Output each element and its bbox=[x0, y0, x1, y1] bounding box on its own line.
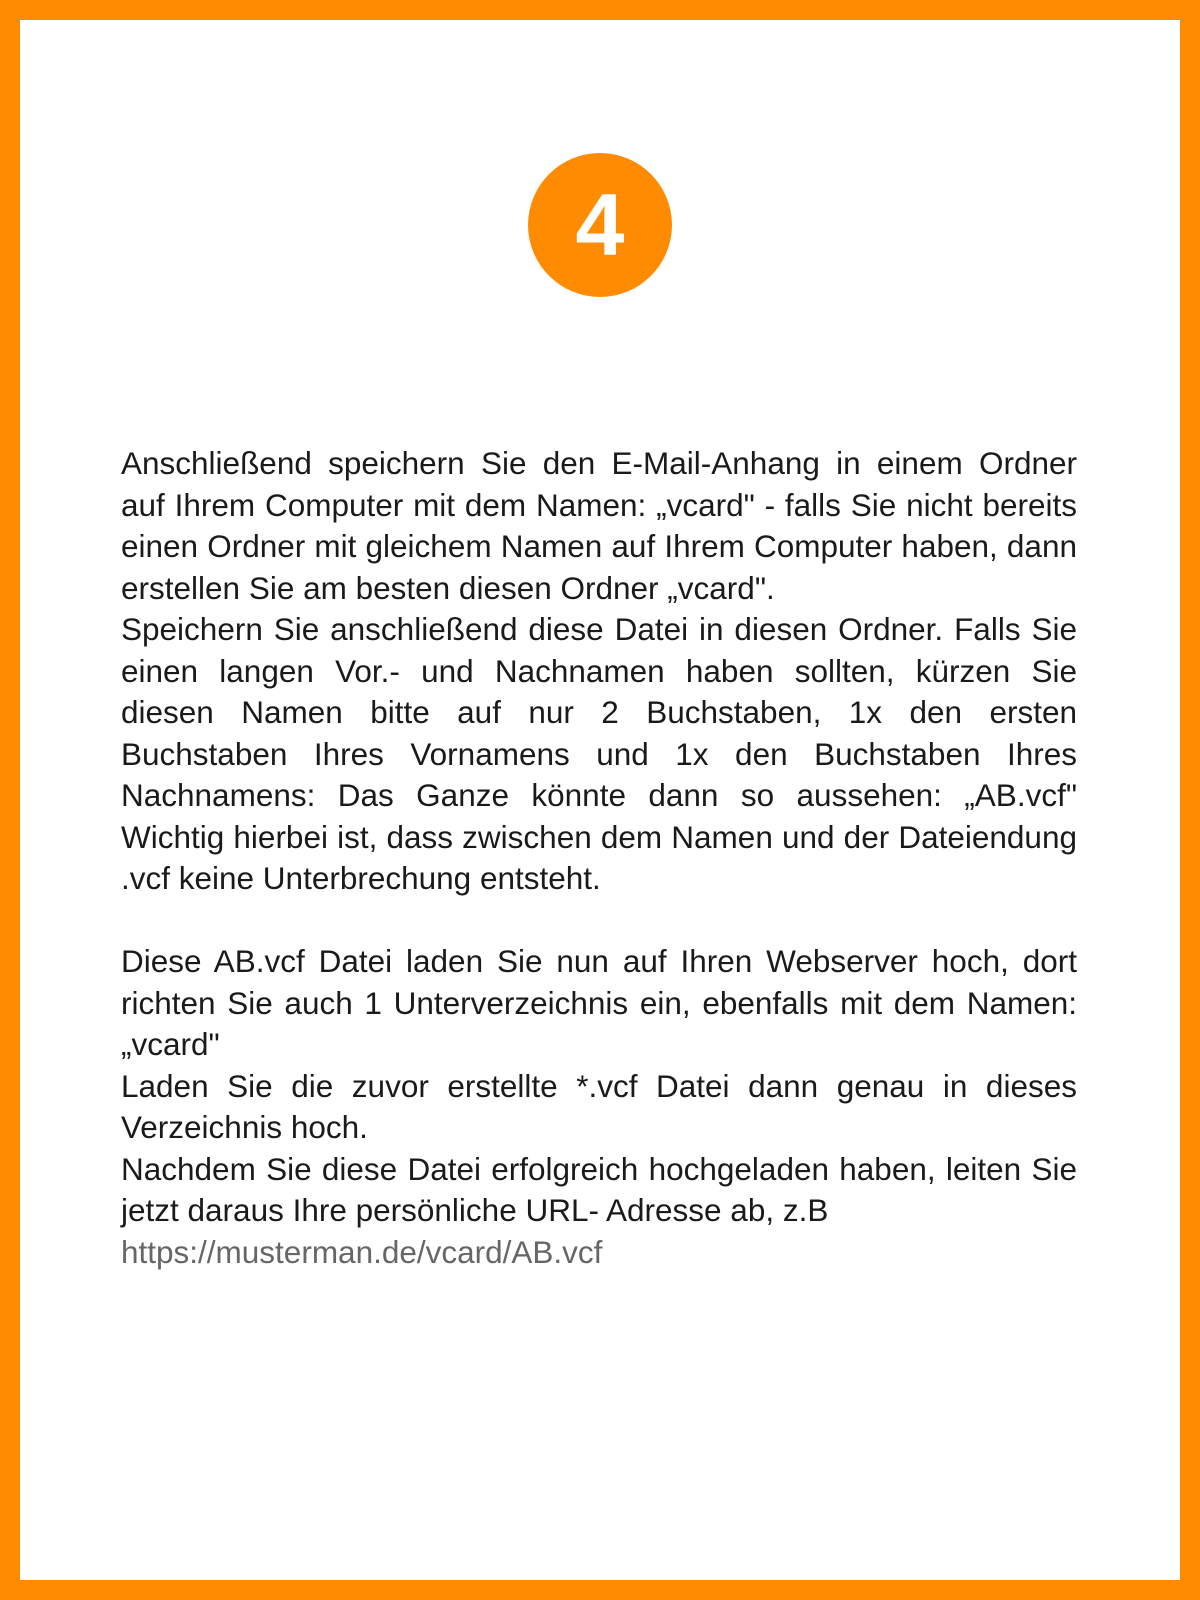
paragraph-save-attachment: Anschließend speichern Sie den E-Mail-Anhang in einem Ordner auf Ihrem Computer mit dem Namen: „vcard" - falls Sie nicht bereits einen Ordner mit gleichem Namen auf Ihrem Computer haben, dann erstellen Sie am besten diesen Ordner „vcard". bbox=[121, 445, 1077, 606]
paragraph-file-naming: Speichern Sie anschließend diese Datei in diesen Ordner. Falls Sie einen langen Vor.- und Nachnamen haben sollten, kürzen Sie diesen Namen bitte auf nur 2 Buchstaben, 1x den ersten Buchstaben Ihres Vornamens und 1x den Buchstaben Ihres Nachnamens: Das Ganze könnte dann so aussehen: „AB.vcf" Wichtig hierbei ist, dass zwischen dem Namen und der Dateiendung .vcf keine Unterbrechung entsteht. bbox=[121, 611, 1077, 896]
paragraph-derive-url: Nachdem Sie diese Datei erfolgreich hochgeladen haben, leiten Sie jetzt daraus Ihre persönliche URL- Adresse ab, z.B bbox=[121, 1150, 1077, 1228]
instructions-text bbox=[121, 443, 1077, 1273]
paragraph-spacer bbox=[121, 900, 1077, 942]
step-number-badge: 4 bbox=[528, 153, 672, 297]
example-url-link[interactable]: https://musterman.de/vcard/AB.vcf bbox=[121, 1233, 603, 1270]
paragraph-upload-server: Diese AB.vcf Datei laden Sie nun auf Ihren Webserver hoch, dort richten Sie auch 1 Unterverzeichnis ein, ebenfalls mit dem Namen: „vcard" bbox=[121, 943, 1077, 1062]
paragraph-upload-directory: Laden Sie die zuvor erstellte *.vcf Datei dann genau in dieses Verzeichnis hoch. bbox=[121, 1067, 1077, 1145]
